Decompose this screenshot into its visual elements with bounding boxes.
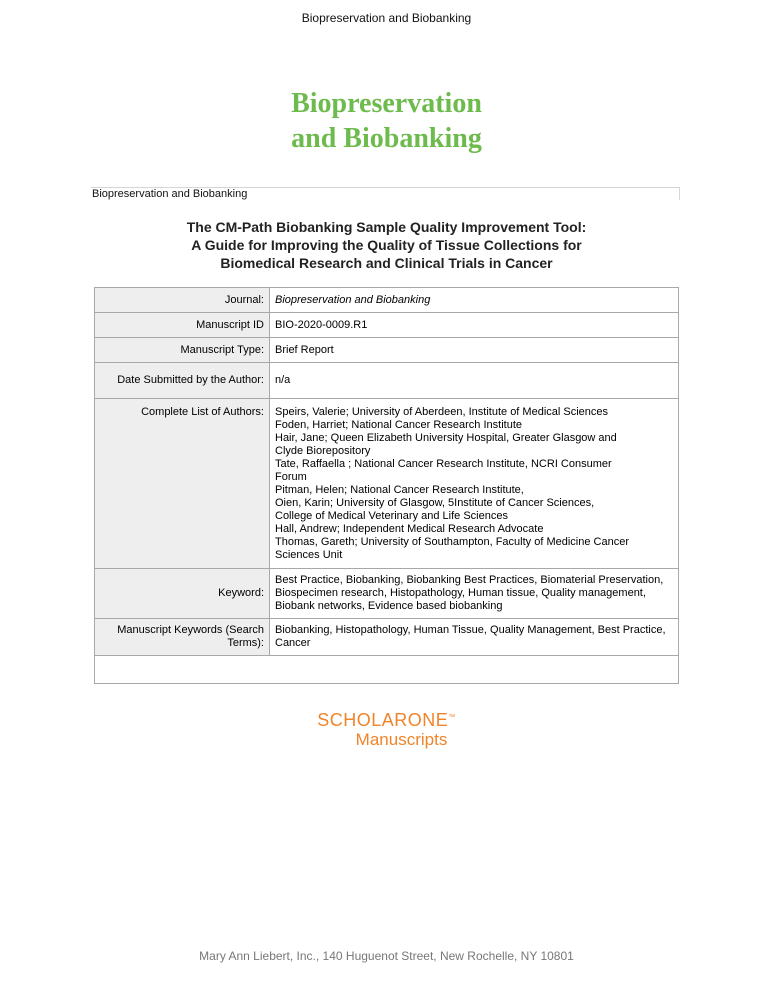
row-keyword bbox=[95, 569, 679, 619]
author-line: Thomas, Gareth; University of Southampton, Faculty of Medicine Cancer bbox=[275, 536, 629, 548]
scholarone-brand-text: SCHOLARONE bbox=[317, 710, 449, 730]
manuscript-id-value: BIO-2020-0009.R1 bbox=[270, 313, 679, 338]
author-line: Sciences Unit bbox=[275, 549, 343, 561]
scholarone-tm: ™ bbox=[448, 714, 456, 721]
journal-label: Journal: bbox=[95, 288, 270, 313]
author-line: Forum bbox=[275, 471, 307, 483]
date-submitted-value: n/a bbox=[270, 363, 679, 399]
row-manuscript-keywords bbox=[95, 619, 679, 656]
journal-value: Biopreservation and Biobanking bbox=[270, 288, 679, 313]
keyword-value: Best Practice, Biobanking, Biobanking Best Practices, Biomaterial Preservation, Biospecimen research, Histopathology, Human tissue, Quality management, Biobank networks, Evidence based biobanking bbox=[270, 569, 679, 619]
author-line: Hair, Jane; Queen Elizabeth University Hospital, Greater Glasgow and bbox=[275, 432, 617, 444]
manuscript-keywords-label: Manuscript Keywords (Search Terms): bbox=[95, 619, 270, 656]
authors-label: Complete List of Authors: bbox=[95, 399, 270, 569]
title-line-2: A Guide for Improving the Quality of Tissue Collections for bbox=[191, 237, 582, 253]
scholarone-brand bbox=[0, 708, 773, 730]
row-date-submitted bbox=[95, 363, 679, 399]
keyword-label: Keyword: bbox=[95, 569, 270, 619]
author-line: Tate, Raffaella ; National Cancer Research Institute, NCRI Consumer bbox=[275, 458, 612, 470]
empty-cell bbox=[95, 656, 679, 684]
author-line: Foden, Harriet; National Cancer Research Institute bbox=[275, 419, 523, 431]
journal-logo bbox=[0, 86, 773, 156]
title-line-1: The CM-Path Biobanking Sample Quality Improvement Tool: bbox=[186, 219, 587, 235]
manuscript-id-label: Manuscript ID bbox=[95, 313, 270, 338]
row-authors bbox=[95, 399, 679, 569]
title-line-3: Biomedical Research and Clinical Trials in Cancer bbox=[220, 255, 553, 271]
scholarone-logo bbox=[0, 708, 773, 750]
row-journal bbox=[95, 288, 679, 313]
journal-banner: Biopreservation and Biobanking bbox=[91, 187, 680, 200]
publisher-footer: Mary Ann Liebert, Inc., 140 Huguenot Street, New Rochelle, NY 10801 bbox=[199, 949, 574, 963]
author-line: Hall, Andrew; Independent Medical Research Advocate bbox=[275, 523, 544, 535]
row-manuscript-type bbox=[95, 338, 679, 363]
manuscript-type-label: Manuscript Type: bbox=[95, 338, 270, 363]
author-line: Oien, Karin; University of Glasgow, 5Institute of Cancer Sciences, bbox=[275, 497, 595, 509]
manuscript-keywords-value: Biobanking, Histopathology, Human Tissue, Quality Management, Best Practice, Cancer bbox=[270, 619, 679, 656]
manuscript-type-value: Brief Report bbox=[270, 338, 679, 363]
date-submitted-label: Date Submitted by the Author: bbox=[95, 363, 270, 399]
journal-logo-line-1: Biopreservation bbox=[291, 88, 482, 119]
running-header: Biopreservation and Biobanking bbox=[301, 11, 472, 25]
author-line: Clyde Biorepository bbox=[275, 445, 371, 457]
author-line: Pitman, Helen; National Cancer Research Institute, bbox=[275, 484, 524, 496]
journal-logo-line-2: and Biobanking bbox=[291, 123, 482, 154]
author-line: Speirs, Valerie; University of Aberdeen, Institute of Medical Sciences bbox=[275, 406, 609, 418]
scholarone-sub: Manuscripts bbox=[355, 730, 448, 749]
metadata-table bbox=[94, 287, 679, 684]
manuscript-title bbox=[60, 218, 713, 272]
author-line: College of Medical Veterinary and Life Sciences bbox=[275, 510, 508, 522]
authors-value bbox=[270, 399, 679, 569]
row-empty bbox=[95, 656, 679, 684]
row-manuscript-id bbox=[95, 313, 679, 338]
